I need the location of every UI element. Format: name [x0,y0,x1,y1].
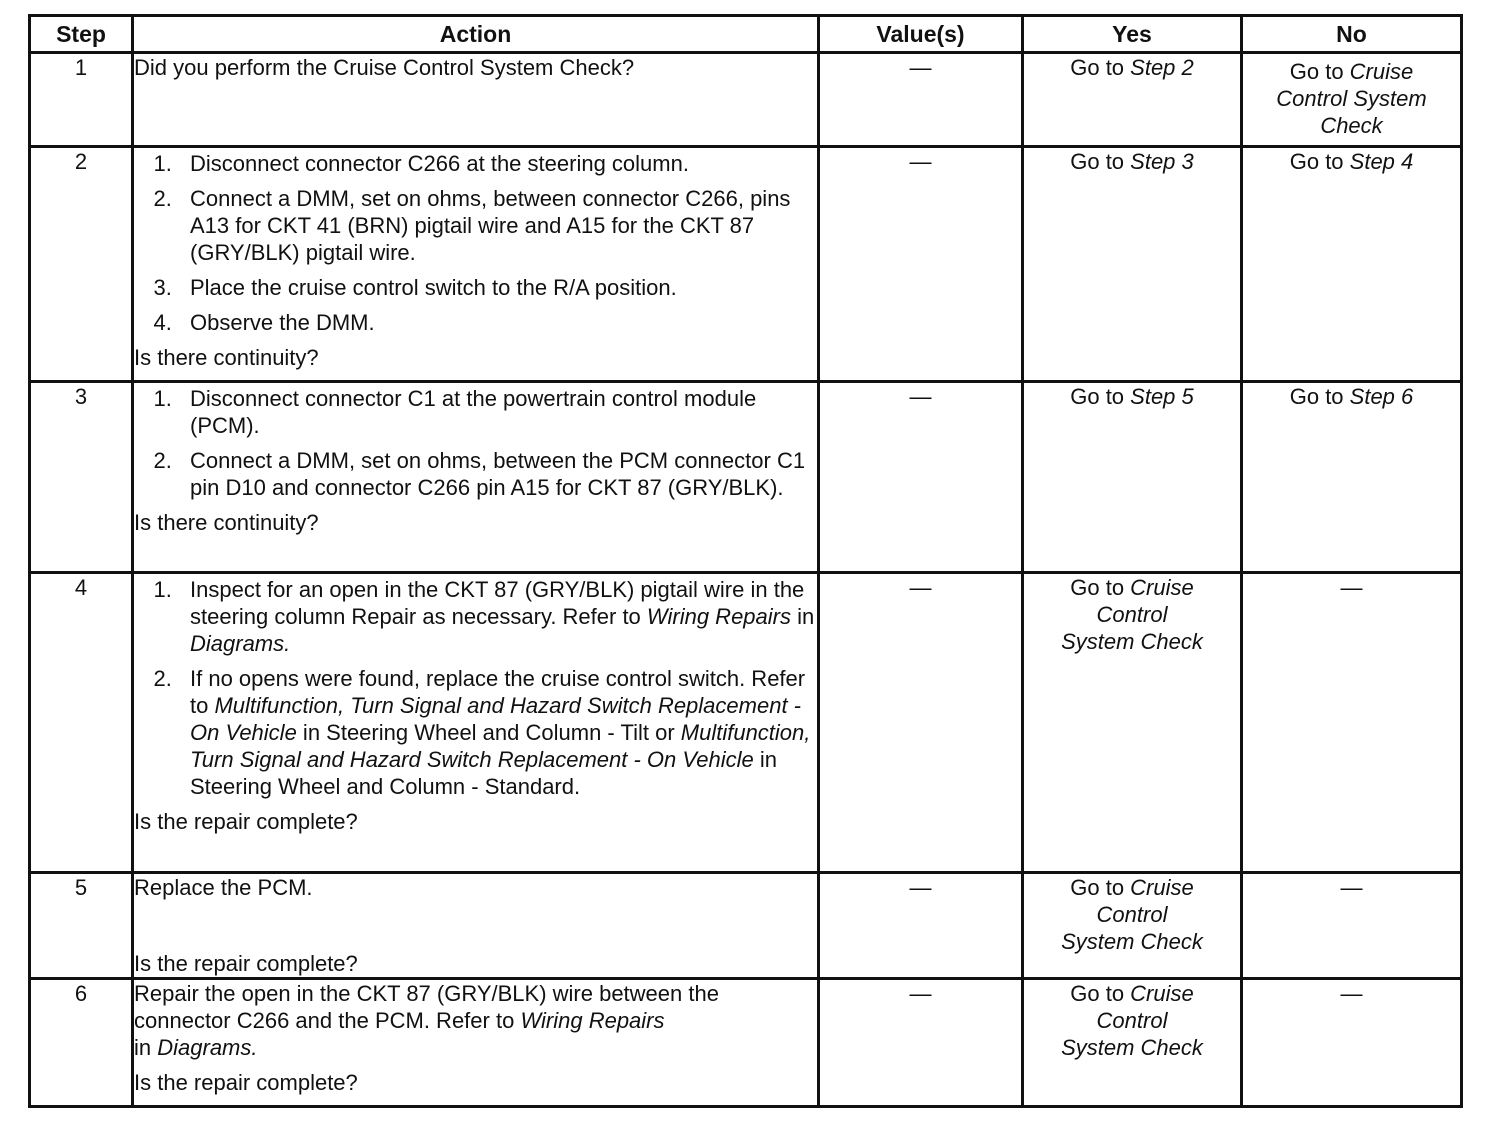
action-step-item [178,576,817,657]
no-cell: — [1242,979,1462,1107]
value-cell: — [819,573,1023,873]
no-prefix: Go to [1289,149,1350,174]
header-step: Step [30,16,133,53]
action-question: Is there continuity? [134,345,319,370]
step-number: 5 [30,873,133,979]
yes-reference[interactable]: Cruise [1130,575,1194,600]
text-run: Inspect for an open in the CKT 87 (GRY/BLK) pigtail wire in the steering column Repair as necessary. Refer to [190,577,805,629]
value-cell: — [819,979,1023,1107]
yes-prefix: Go to [1070,875,1131,900]
action-text [134,980,817,1061]
table-row-step-6 [30,979,1462,1107]
action-question: Is there continuity? [134,510,319,535]
no-cell: — [1242,873,1462,979]
yes-prefix: Go to [1070,981,1131,1006]
table-row-step-1 [30,53,1462,147]
action-step-item: 1. Disconnect connector C266 at the steering column. [178,150,817,177]
yes-reference[interactable]: System Check [1061,1035,1203,1060]
header-yes: Yes [1023,16,1242,53]
action-step-item: 2. Connect a DMM, set on ohms, between the PCM connector C1 pin D10 and connector C266 pin A15 for CKT 87 (GRY/BLK). [178,447,817,501]
no-cell [1242,147,1462,382]
table-row-step-4 [30,573,1462,873]
action-steps [134,385,817,501]
diagrams-reference[interactable]: Diagrams. [190,631,291,656]
switch-replacement-reference[interactable]: Multifunction, Turn Signal and Hazard Switch Replacement - On Vehicle [190,693,802,745]
yes-cell [1023,573,1242,873]
yes-prefix: Go to [1070,149,1131,174]
value-cell: — [819,53,1023,147]
table-row-step-2 [30,147,1462,382]
yes-cell [1023,382,1242,573]
yes-reference[interactable]: Cruise [1130,981,1194,1006]
action-step-item: 1. Disconnect connector C1 at the powertrain control module (PCM). [178,385,817,439]
action-cell [133,147,819,382]
yes-reference[interactable]: System Check [1061,929,1203,954]
text-run: Repair the open in the CKT 87 (GRY/BLK) wire between the connector C266 and the PCM. Refer to [134,981,719,1033]
action-cell [133,573,819,873]
step-number: 6 [30,979,133,1107]
no-prefix: Go to [1289,384,1350,409]
yes-prefix: Go to [1070,575,1131,600]
wiring-repairs-reference[interactable]: Wiring Repairs [520,1008,665,1033]
yes-reference[interactable]: Step 5 [1130,384,1194,409]
header-action: Action [133,16,819,53]
action-step-item: 2. Connect a DMM, set on ohms, between connector C266, pins A13 for CKT 41 (BRN) pigtail wire and A15 for the CKT 87 (GRY/BLK) pigtail wire. [178,185,817,266]
no-prefix: Go to [1289,59,1350,84]
header-values: Value(s) [819,16,1023,53]
table-row-step-3 [30,382,1462,573]
yes-reference[interactable]: Step 2 [1130,55,1194,80]
action-question: Is the repair complete? [134,1070,358,1095]
yes-reference[interactable]: Control [1096,902,1168,927]
header-row [30,16,1462,53]
action-steps [134,576,817,800]
no-cell: — [1242,573,1462,873]
action-text: Did you perform the Cruise Control System Check? [134,55,635,80]
no-cell [1242,382,1462,573]
step-number: 1 [30,53,133,147]
yes-reference[interactable]: System Check [1061,629,1203,654]
value-cell: — [819,382,1023,573]
no-reference[interactable]: Step 6 [1349,384,1414,409]
value-cell: — [819,147,1023,382]
text-run: in Steering Wheel and Column - Standard. [190,747,777,799]
no-reference[interactable]: Step 4 [1349,149,1414,174]
action-cell [133,382,819,573]
yes-reference[interactable]: Step 3 [1130,149,1194,174]
switch-replacement-reference[interactable]: Multifunction, Turn Signal and Hazard Switch Replacement - On Vehicle [190,720,811,772]
diagnostic-table [28,14,1463,1108]
yes-reference[interactable]: Control [1096,602,1168,627]
text-run: in [134,1035,158,1060]
yes-cell [1023,147,1242,382]
step-number: 4 [30,573,133,873]
diagrams-reference[interactable]: Diagrams. [157,1035,258,1060]
action-step-item [178,665,817,800]
action-steps [134,150,817,336]
action-text: Replace the PCM. [134,875,313,900]
yes-prefix: Go to [1070,384,1131,409]
yes-prefix: Go to [1070,55,1131,80]
action-step-item: 4. Observe the DMM. [178,309,817,336]
header-no: No [1242,16,1462,53]
text-run: in [791,604,815,629]
wiring-repairs-reference[interactable]: Wiring Repairs [646,604,791,629]
value-cell: — [819,873,1023,979]
text-run: in Steering Wheel and Column - Tilt or [296,720,681,745]
action-question: Is the repair complete? [134,809,358,834]
action-step-item: 3. Place the cruise control switch to the R/A position. [178,274,817,301]
action-question: Is the repair complete? [134,951,358,976]
no-reference[interactable]: Cruise Control System Check [1276,59,1427,138]
yes-cell [1023,53,1242,147]
step-number: 2 [30,147,133,382]
text-run: If no opens were found, replace the cruise control switch. Refer to [190,666,806,718]
action-cell [133,979,819,1107]
yes-cell [1023,873,1242,979]
yes-reference[interactable]: Control [1096,1008,1168,1033]
yes-cell [1023,979,1242,1107]
yes-reference[interactable]: Cruise [1130,875,1194,900]
action-cell [133,873,819,979]
step-number: 3 [30,382,133,573]
no-cell [1242,53,1462,147]
table-row-step-5 [30,873,1462,979]
action-cell [133,53,819,147]
